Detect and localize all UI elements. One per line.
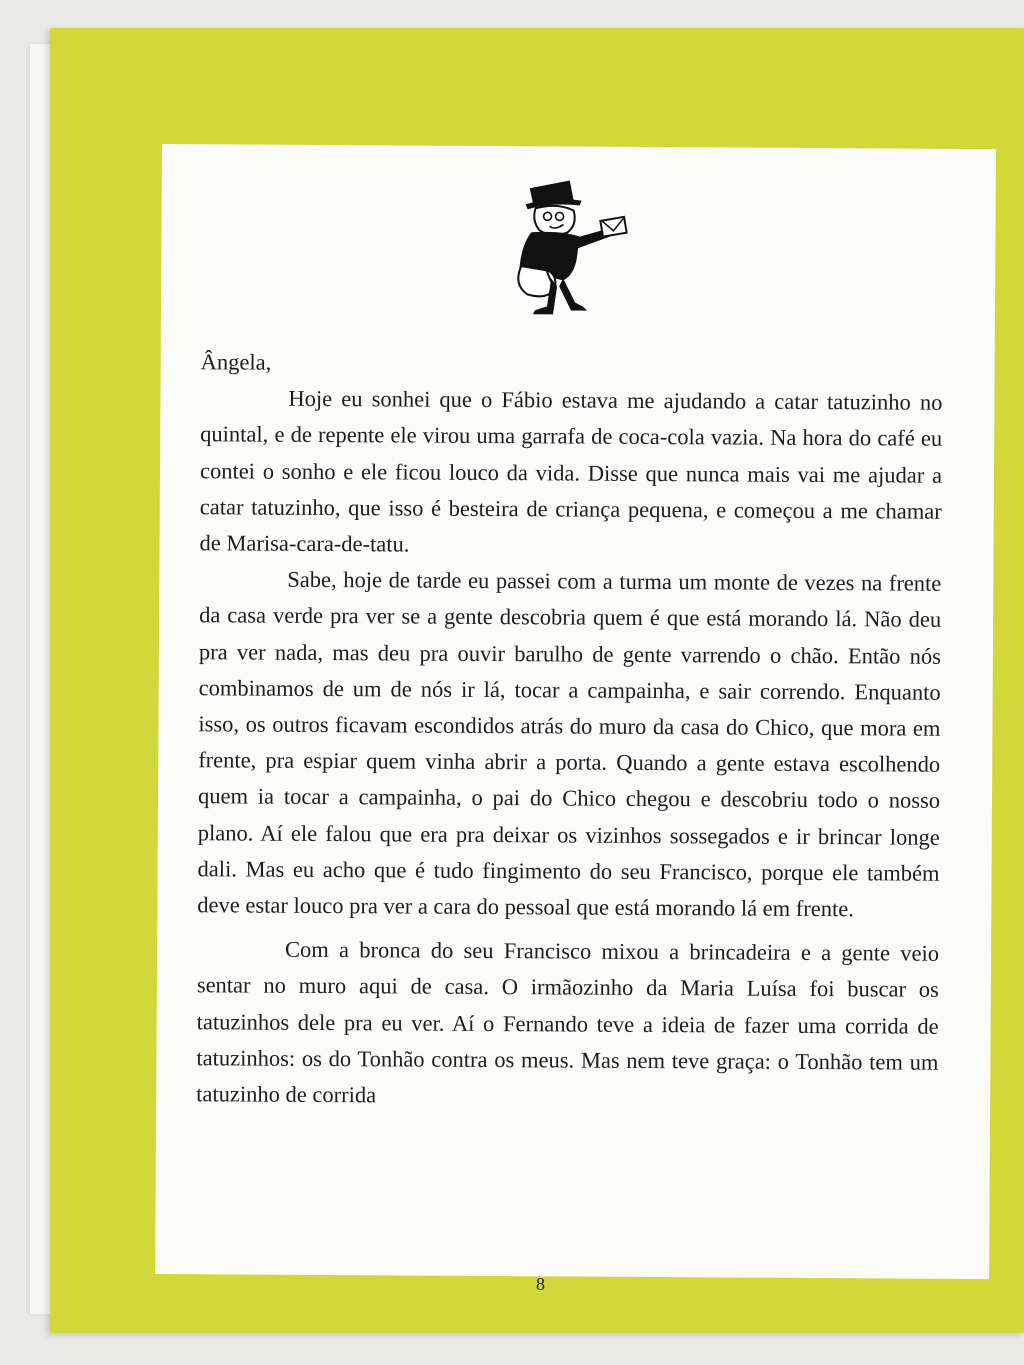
letter-paragraph: Hoje eu sonhei que o Fábio estava me ajudando a catar tatuzinho no quintal, e de repente ele virou uma garrafa de coca-cola vazia. Na hora do café eu contei o sonho e ele ficou louco da vida. Disse que nunca mais vai me ajudar a catar tatuzinho, que isso é besteira de criança pequena, e começou a me chamar de Marisa-cara-de-tatu. bbox=[199, 385, 943, 557]
letter-paragraph: Sabe, hoje de tarde eu passei com a turma um monte de vezes na frente da casa verde pra ver se a gente descobria quem é que está morando lá. Não deu pra ver nada, mas deu pra ouvir barulho de gente varrendo o chão. Então nós combinamos de um de nós ir lá, tocar a campainha, e sair correndo. Enquanto isso, os outros ficavam escondidos atrás do muro da casa do Chico, que mora em frente, pra espiar quem vinha abrir a porta. Quando a gente estava escolhendo quem ia tocar a campainha, o pai do Chico chegou e descobriu todo o nosso plano. Aí ele falou que era pra deixar os vizinhos sossegados e ir brincar longe dali. Mas eu acho que é tudo fingimento do seu Francisco, porque ele também deve estar louco pra ver a cara do pessoal que está morando lá em frente. bbox=[197, 566, 942, 922]
mail-carrier-icon bbox=[491, 174, 632, 325]
letter-salutation: Ângela, bbox=[200, 349, 272, 375]
book-page bbox=[50, 28, 1024, 1333]
letter-paragraph: Com a bronca do seu Francisco mixou a brincadeira e a gente veio sentar no muro aqui de casa. O irmãozinho da Maria Luísa foi buscar os tatuzinhos dele pra eu ver. Aí o Fernando teve a ideia de fazer uma corrida de tatuzinhos: os do Tonhão contra os meus. Mas nem teve graça: o Tonhão tem um tatuzinho de corrida bbox=[196, 937, 940, 1108]
text-frame bbox=[155, 144, 996, 1279]
page-number: 8 bbox=[536, 1274, 545, 1294]
letter-body bbox=[196, 344, 943, 1117]
